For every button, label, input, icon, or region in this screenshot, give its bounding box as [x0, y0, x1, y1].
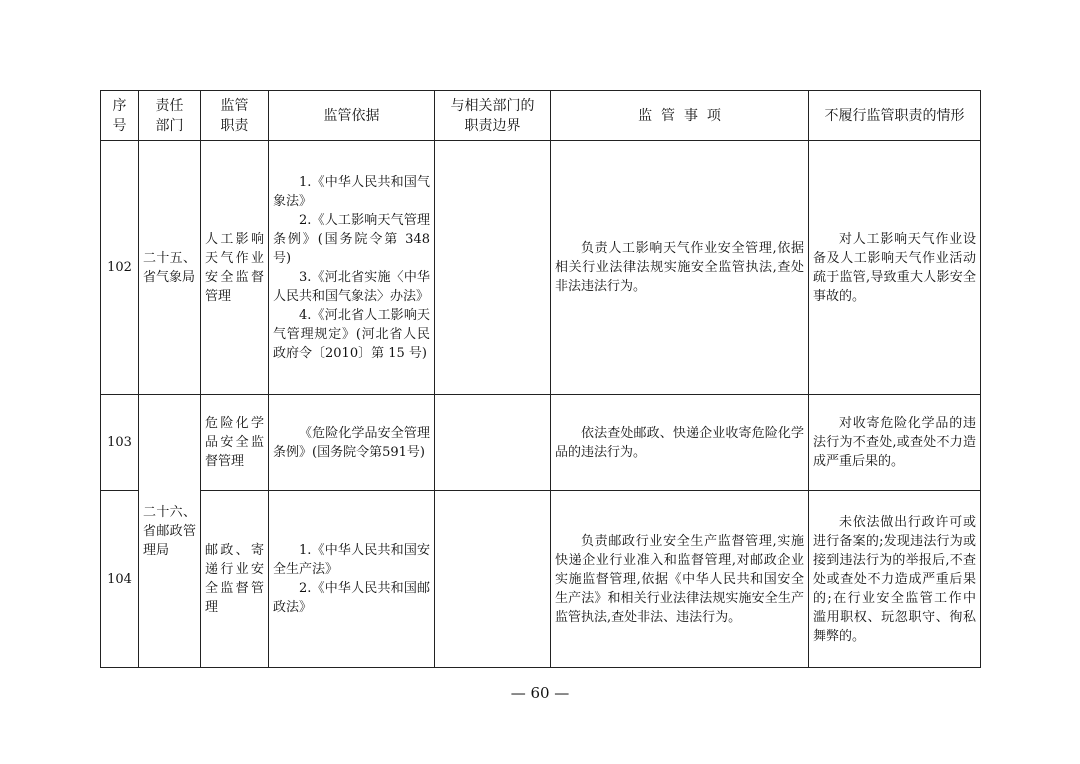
- table-row: [101, 141, 981, 395]
- header-seq: 序 号: [101, 91, 139, 141]
- row-seq: 104: [101, 491, 139, 668]
- row-failure: 未依法做出行政许可或进行备案的;发现违法行为或接到违法行为的举报后,不查处或查处不力造成严重后果的;在行业安全监管工作中 滥用职权、玩忽职守、徇私舞弊的。: [809, 491, 981, 668]
- row-basis: [269, 141, 435, 395]
- basis-item: 2.《人工影响天气管理条例》(国务院令第 348 号): [273, 212, 430, 266]
- header-matters: 监 管 事 项: [551, 91, 809, 141]
- row-dept: 二十六、省邮政管理局: [139, 395, 201, 668]
- header-basis: 监管依据: [269, 91, 435, 141]
- row-matters: 负责人工影响天气作业安全管理,依据相关行业法律法规实施安全监管执法,查处非法违法行为。: [551, 141, 809, 395]
- row-duty: 危险化学品安全监督管理: [201, 395, 269, 491]
- basis-item: 《危险化学品安全管理条例》(国务院令第591号): [273, 425, 430, 460]
- header-dept: 责任 部门: [139, 91, 201, 141]
- row-failure: 对人工影响天气作业设备及人工影响天气作业活动疏于监管,导致重大人影安全事故的。: [809, 141, 981, 395]
- row-matters: 负责邮政行业安全生产监督管理,实施快递企业行业准入和监督管理,对邮政企业实施监督管理,依据《中华人民共和国安全生产法》和相关行业法律法规实施安全生产监管执法,查处非法、违法行为。: [551, 491, 809, 668]
- header-boundary: 与相关部门的 职责边界: [435, 91, 551, 141]
- basis-item: 1.《中华人民共和国安全生产法》: [273, 543, 430, 577]
- basis-item: 3.《河北省实施〈中华人民共和国气象法〉办法》: [273, 269, 430, 304]
- table-row: [101, 395, 981, 491]
- supervision-duty-table: [100, 90, 981, 668]
- table-header-row: [101, 91, 981, 141]
- basis-item: 4.《河北省人工影响天气管理规定》(河北省人民政府令〔2010〕第 15 号): [273, 307, 430, 361]
- page-number: — 60 —: [510, 684, 570, 702]
- row-duty: 邮政、寄递行业安全监督管理: [201, 491, 269, 668]
- header-duty: 监管 职责: [201, 91, 269, 141]
- basis-item: 2.《中华人民共和国邮政法》: [273, 581, 430, 615]
- row-seq: 102: [101, 141, 139, 395]
- table-row: [101, 491, 981, 668]
- header-failure: 不履行监管职责的情形: [809, 91, 981, 141]
- row-duty: 人工影响天气作业安全监督管理: [201, 141, 269, 395]
- row-basis: [269, 395, 435, 491]
- row-seq: 103: [101, 395, 139, 491]
- row-matters: 依法查处邮政、快递企业收寄危险化学品的违法行为。: [551, 395, 809, 491]
- row-failure: 对收寄危险化学品的违法行为不查处,或查处不力造成严重后果的。: [809, 395, 981, 491]
- basis-item: 1.《中华人民共和国气象法》: [273, 174, 430, 209]
- row-basis: [269, 491, 435, 668]
- row-boundary: [435, 395, 551, 491]
- row-boundary: [435, 141, 551, 395]
- row-dept: 二十五、省气象局: [139, 141, 201, 395]
- row-boundary: [435, 491, 551, 668]
